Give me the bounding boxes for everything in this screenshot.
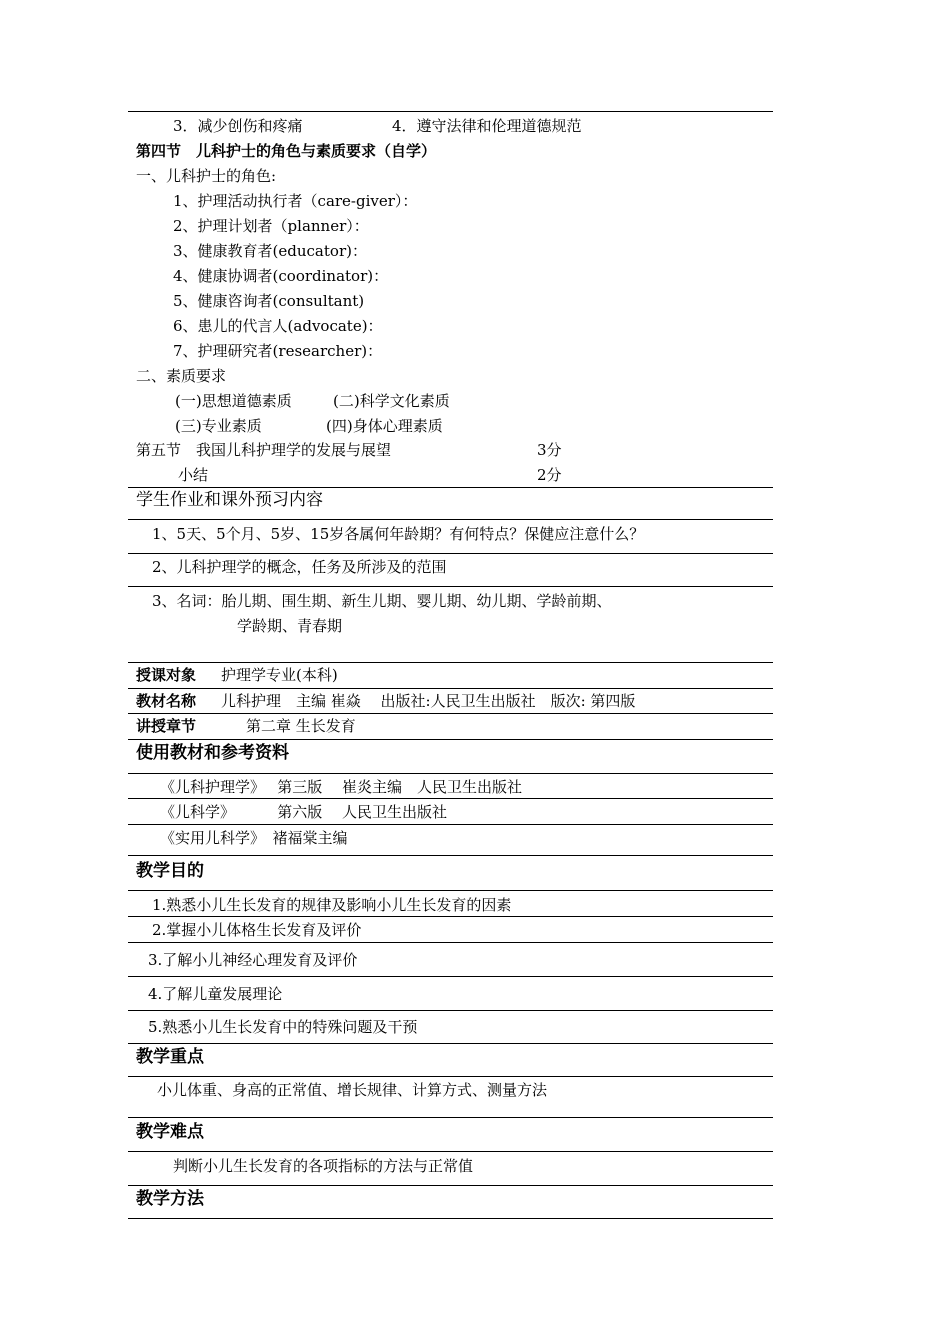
quality-item: (二)科学文化素质 <box>333 392 450 410</box>
role-item: 5、健康咨询者(consultant) <box>173 292 365 310</box>
divider <box>128 1151 773 1152</box>
homework-item: 3、名词：胎儿期、围生期、新生儿期、婴儿期、幼儿期、学龄前期、 <box>152 592 612 610</box>
reference-item: 《儿科学》 第六版 人民卫生出版社 <box>160 803 448 821</box>
divider <box>128 111 773 112</box>
methods-heading: 教学方法 <box>136 1189 204 1209</box>
textbook-value: 儿科护理 主编 崔焱 出版社:人民卫生出版社 版次: 第四版 <box>221 692 636 710</box>
divider <box>128 487 773 488</box>
divider <box>128 739 773 740</box>
divider <box>128 773 773 774</box>
objective-item: 2.掌握小儿体格生长发育及评价 <box>152 921 362 939</box>
difficulties-text: 判断小儿生长发育的各项指标的方法与正常值 <box>173 1157 474 1175</box>
role-item: 6、患儿的代言人(advocate)： <box>173 317 383 335</box>
section-5-title: 第五节 我国儿科护理学的发展与展望 <box>136 441 392 459</box>
role-item: 7、护理研究者(researcher)： <box>173 342 383 360</box>
audience-label: 授课对象 <box>136 666 197 684</box>
nursing-goal-3: 3．减少创伤和疼痛 <box>173 117 303 135</box>
audience-value: 护理学专业(本科) <box>221 666 338 684</box>
divider <box>128 713 773 714</box>
divider <box>128 798 773 799</box>
homework-item: 2、儿科护理学的概念，任务及所涉及的范围 <box>152 558 447 576</box>
quality-heading: 二、素质要求 <box>136 367 227 385</box>
summary-label: 小结 <box>178 466 209 484</box>
objectives-heading: 教学目的 <box>136 861 204 881</box>
divider <box>128 586 773 587</box>
divider <box>128 688 773 689</box>
divider <box>128 1117 773 1118</box>
divider <box>128 1043 773 1044</box>
divider <box>128 553 773 554</box>
divider <box>128 662 773 663</box>
divider <box>128 942 773 943</box>
section-5-time: 3分 <box>537 441 562 459</box>
section-4-title: 第四节 儿科护士的角色与素质要求（自学） <box>136 142 437 160</box>
quality-item: (四)身体心理素质 <box>326 417 443 435</box>
divider <box>128 855 773 856</box>
homework-heading: 学生作业和课外预习内容 <box>136 490 323 510</box>
divider <box>128 976 773 977</box>
chapter-value: 第二章 生长发育 <box>246 717 356 735</box>
divider <box>128 1185 773 1186</box>
objective-item: 3.了解小儿神经心理发育及评价 <box>148 951 358 969</box>
divider <box>128 916 773 917</box>
role-item: 4、健康协调者(coordinator)： <box>173 267 389 285</box>
reference-item: 《儿科护理学》 第三版 崔炎主编 人民卫生出版社 <box>160 778 523 796</box>
divider <box>128 890 773 891</box>
nursing-goal-4: 4．遵守法律和伦理道德规范 <box>392 117 582 135</box>
objective-item: 1.熟悉小儿生长发育的规律及影响小儿生长发育的因素 <box>152 896 512 914</box>
objective-item: 5.熟悉小儿生长发育中的特殊问题及干预 <box>148 1018 418 1036</box>
roles-heading: 一、儿科护士的角色: <box>136 167 277 185</box>
quality-item: (三)专业素质 <box>175 417 262 435</box>
homework-item-continued: 学龄期、青春期 <box>237 617 343 635</box>
chapter-label: 讲授章节 <box>136 717 197 735</box>
divider <box>128 519 773 520</box>
textbook-label: 教材名称 <box>136 692 197 710</box>
objective-item: 4.了解儿童发展理论 <box>148 985 283 1003</box>
divider <box>128 1218 773 1219</box>
quality-item: (一)思想道德素质 <box>175 392 292 410</box>
role-item: 1、护理活动执行者（care-giver）： <box>173 192 418 210</box>
homework-item: 1、5天、5个月、5岁、15岁各属何年龄期？有何特点？保健应注意什么？ <box>152 525 645 543</box>
divider <box>128 1076 773 1077</box>
key-points-heading: 教学重点 <box>136 1047 204 1067</box>
difficulties-heading: 教学难点 <box>136 1122 204 1142</box>
key-points-text: 小儿体重、身高的正常值、增长规律、计算方式、测量方法 <box>157 1081 548 1099</box>
reference-item: 《实用儿科学》 褚福棠主编 <box>160 829 348 847</box>
summary-time: 2分 <box>537 466 562 484</box>
divider <box>128 1010 773 1011</box>
references-heading: 使用教材和参考资料 <box>136 743 289 763</box>
role-item: 3、健康教育者(educator)： <box>173 242 367 260</box>
role-item: 2、护理计划者（planner）： <box>173 217 369 235</box>
divider <box>128 824 773 825</box>
